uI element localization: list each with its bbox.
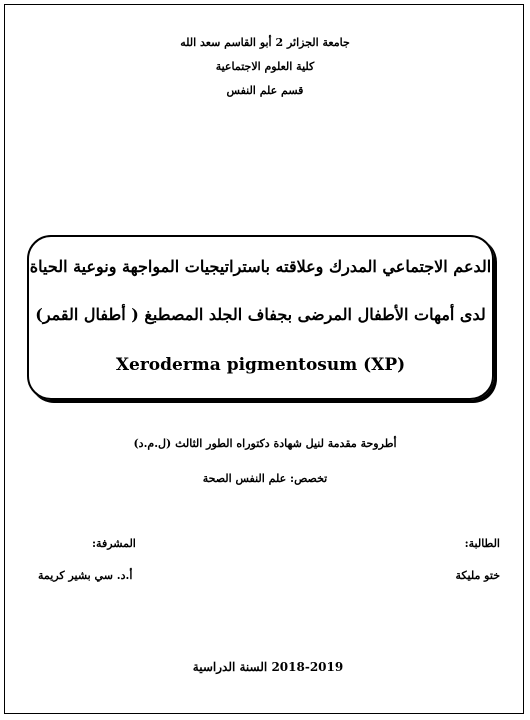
degree-statement: أطروحة مقدمة لنيل شهادة دكتوراه الطور الثالث (ل.م.د) [133, 437, 397, 450]
thesis-title-line-3: Xeroderma pigmentosum (XP) [115, 355, 406, 375]
faculty-name: كلية العلوم الاجتماعية [215, 60, 315, 73]
academic-year-label: السنة الدراسية [192, 660, 268, 674]
specialty: تخصص: علم النفس الصحة [202, 472, 328, 485]
student-name: ختو مليكة [455, 569, 500, 582]
supervisor-name: أ.د. سي بشير كريمة [38, 569, 133, 582]
supervisor-label: المشرفة: [92, 537, 136, 550]
thesis-title-line-1: الدعم الاجتماعي المدرك وعلاقته باستراتيجيات المواجهة ونوعية الحياة [29, 257, 492, 276]
university-name: جامعة الجزائر 2 أبو القاسم سعد الله [180, 36, 350, 49]
academic-year-value: 2018-2019 [271, 660, 344, 674]
title-box [27, 235, 494, 400]
academic-year [0, 660, 530, 674]
thesis-title-line-2: لدى أمهات الأطفال المرضى بجفاف الجلد المصطبغ ( أطفال القمر) [35, 305, 486, 324]
student-label: الطالبة: [464, 537, 500, 550]
department-name: قسم علم النفس [226, 84, 304, 97]
